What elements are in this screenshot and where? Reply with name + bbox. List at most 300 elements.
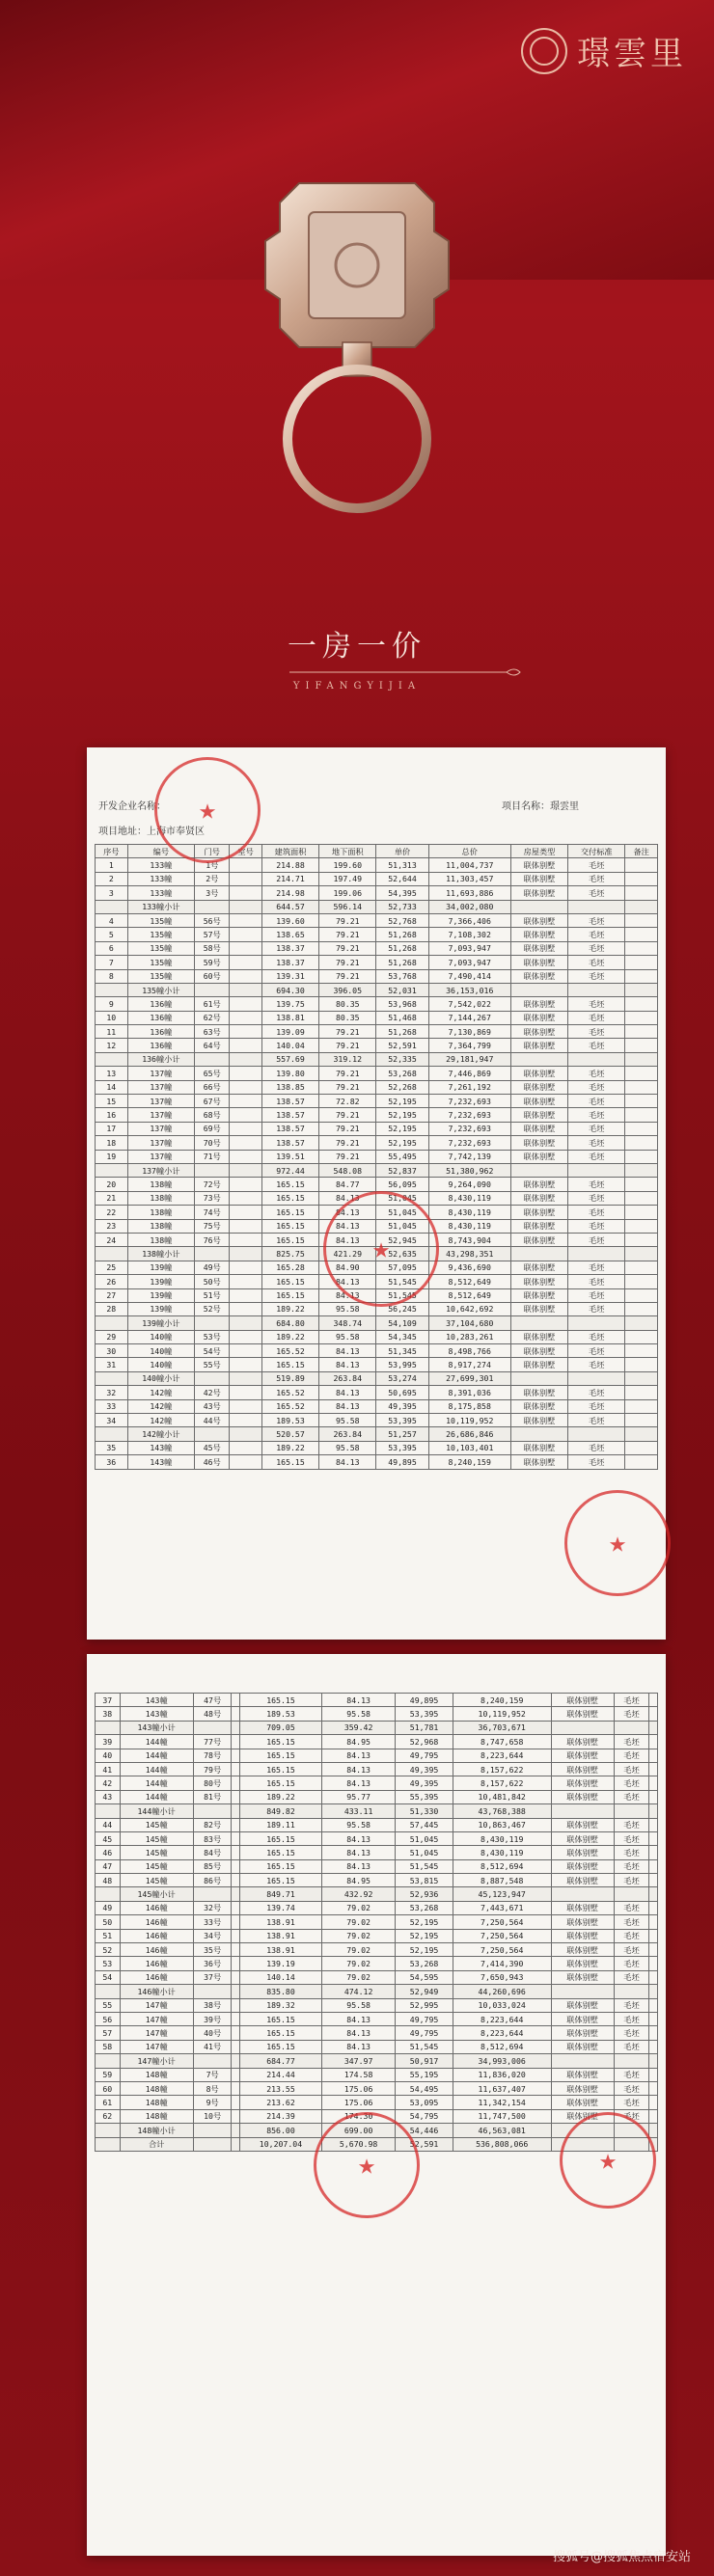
table-cell: 84.13 <box>319 1399 376 1413</box>
table-cell <box>230 1414 262 1427</box>
price-table-1 <box>95 844 658 1470</box>
table-cell: 135幢小计 <box>127 983 195 996</box>
table-cell: 146幢 <box>120 1943 193 1957</box>
table-cell <box>96 2124 121 2137</box>
table-cell: 37,104,680 <box>428 1316 510 1330</box>
table-cell: 135幢 <box>127 941 195 955</box>
table-cell: 37 <box>96 1694 121 1707</box>
table-cell: 84.13 <box>321 1776 395 1790</box>
table-cell: 33 <box>96 1399 128 1413</box>
table-cell: 189.22 <box>240 1790 322 1803</box>
table-cell: 毛坯 <box>568 1108 625 1122</box>
table-cell: 36 <box>96 1455 128 1469</box>
table-cell: 8 <box>96 969 128 983</box>
table-cell: 135幢 <box>127 956 195 969</box>
table-cell: 8,240,159 <box>453 1694 551 1707</box>
table-cell <box>96 1887 121 1901</box>
subtotal-row <box>96 1985 658 1998</box>
table-cell: 53 <box>96 1957 121 1970</box>
table-cell: 10,103,401 <box>428 1441 510 1454</box>
table-cell: 175.06 <box>321 2096 395 2109</box>
table-cell <box>96 1052 128 1066</box>
table-cell: 48 <box>96 1874 121 1887</box>
table-cell: 53,395 <box>396 1707 453 1721</box>
table-cell: 联体别墅 <box>510 1358 567 1371</box>
table-cell: 95.58 <box>321 1818 395 1831</box>
table-cell <box>232 1915 240 1929</box>
table-cell: 139.51 <box>261 1150 318 1163</box>
table-cell <box>230 886 262 900</box>
table-cell: 毛坯 <box>568 872 625 885</box>
brand-emblem-icon <box>521 28 567 74</box>
table-cell: 433.11 <box>321 1804 395 1818</box>
table-cell: 7,144,267 <box>428 1011 510 1024</box>
table-cell: 毛坯 <box>614 1694 649 1707</box>
table-cell <box>230 1150 262 1163</box>
table-cell: 8,391,036 <box>428 1386 510 1399</box>
table-cell <box>649 1762 658 1776</box>
table-cell: 84.90 <box>319 1261 376 1274</box>
table-cell: 毛坯 <box>614 1707 649 1721</box>
table-cell <box>625 956 658 969</box>
table-row <box>96 1150 658 1163</box>
table-cell: 138.57 <box>261 1095 318 1108</box>
table-cell: 51,045 <box>396 1831 453 1845</box>
table-cell: 214.39 <box>240 2109 322 2123</box>
table-cell: 联体别墅 <box>551 1735 614 1749</box>
table-cell: 189.53 <box>261 1414 318 1427</box>
table-cell: 52,031 <box>376 983 428 996</box>
table-cell: 214.44 <box>240 2068 322 2081</box>
table-cell <box>625 1386 658 1399</box>
table-cell: 2 <box>96 872 128 885</box>
price-list-sheet-1 <box>87 747 666 1640</box>
table-cell: 49,795 <box>396 2026 453 2040</box>
table-cell <box>649 2012 658 2025</box>
table-cell: 165.52 <box>261 1399 318 1413</box>
table-cell: 53,268 <box>376 1067 428 1080</box>
table-row <box>96 1998 658 2012</box>
table-cell <box>96 2054 121 2068</box>
table-cell: 联体别墅 <box>551 2040 614 2053</box>
table-cell <box>195 1371 230 1385</box>
table-cell: 347.97 <box>321 2054 395 2068</box>
table-cell <box>625 1441 658 1454</box>
table-cell: 174.30 <box>321 2109 395 2123</box>
table-cell: 51号 <box>195 1288 230 1302</box>
table-cell: 10,119,952 <box>428 1414 510 1427</box>
table-cell: 53,274 <box>376 1371 428 1385</box>
table-cell: 7,093,947 <box>428 941 510 955</box>
table-cell: 137幢 <box>127 1150 195 1163</box>
table-row <box>96 1136 658 1150</box>
table-cell <box>232 1859 240 1873</box>
table-cell: 52,591 <box>376 1039 428 1052</box>
table-cell: 联体别墅 <box>510 1441 567 1454</box>
table-cell <box>232 1887 240 1901</box>
table-cell: 34 <box>96 1414 128 1427</box>
table-cell: 84.13 <box>321 1762 395 1776</box>
table-cell: 8,157,622 <box>453 1762 551 1776</box>
table-cell: 165.15 <box>240 1735 322 1749</box>
table-cell: 79.21 <box>319 956 376 969</box>
table-cell: 140.14 <box>240 1970 322 1984</box>
table-cell: 79.21 <box>319 1150 376 1163</box>
table-cell: 47 <box>96 1859 121 1873</box>
table-cell: 84.13 <box>319 1219 376 1233</box>
table-cell: 165.52 <box>261 1386 318 1399</box>
table-cell: 684.80 <box>261 1316 318 1330</box>
table-cell: 51,345 <box>376 1344 428 1358</box>
table-cell <box>230 872 262 885</box>
table-cell: 76号 <box>195 1233 230 1246</box>
table-cell: 59 <box>96 2068 121 2081</box>
price-table-2 <box>95 1693 658 2152</box>
table-cell: 联体别墅 <box>510 858 567 872</box>
table-cell: 联体别墅 <box>510 1386 567 1399</box>
table-cell: 49,895 <box>396 1694 453 1707</box>
table-cell: 32 <box>96 1386 128 1399</box>
table-cell <box>96 1721 121 1734</box>
table-cell <box>230 1206 262 1219</box>
table-cell: 联体别墅 <box>551 1762 614 1776</box>
table-cell <box>568 1052 625 1066</box>
table-cell: 38 <box>96 1707 121 1721</box>
table-cell <box>230 1163 262 1177</box>
table-cell: 138幢 <box>127 1206 195 1219</box>
table-cell: 145幢 <box>120 1846 193 1859</box>
table-cell: 165.15 <box>261 1219 318 1233</box>
table-cell: 7,446,869 <box>428 1067 510 1080</box>
table-row <box>96 1080 658 1094</box>
table-cell: 263.84 <box>319 1427 376 1441</box>
table-cell: 毛坯 <box>614 1831 649 1845</box>
table-cell <box>568 1163 625 1177</box>
table-cell: 联体别墅 <box>510 1108 567 1122</box>
table-cell <box>625 1233 658 1246</box>
table-cell: 7,414,390 <box>453 1957 551 1970</box>
table-cell: 53,395 <box>376 1414 428 1427</box>
table-cell: 84.13 <box>319 1275 376 1288</box>
table-cell <box>625 1316 658 1330</box>
table-cell <box>230 1371 262 1385</box>
table-cell: 联体别墅 <box>551 1943 614 1957</box>
table-cell <box>232 2081 240 2095</box>
table-cell: 165.15 <box>261 1178 318 1191</box>
table-cell: 27 <box>96 1288 128 1302</box>
table-cell <box>232 2026 240 2040</box>
table-cell <box>230 1399 262 1413</box>
table-cell: 49,795 <box>396 1749 453 1762</box>
table-cell: 52,995 <box>396 1998 453 2012</box>
table-cell <box>232 1998 240 2012</box>
table-cell: 毛坯 <box>568 941 625 955</box>
table-cell: 144幢 <box>120 1735 193 1749</box>
table-cell: 联体别墅 <box>510 941 567 955</box>
table-cell: 51,781 <box>396 1721 453 1734</box>
table-cell: 139.09 <box>261 1025 318 1039</box>
table-cell <box>649 2109 658 2123</box>
table-cell: 45,123,947 <box>453 1887 551 1901</box>
table-cell <box>230 1455 262 1469</box>
table-cell: 10,863,467 <box>453 1818 551 1831</box>
table-cell: 联体别墅 <box>510 969 567 983</box>
table-row <box>96 2081 658 2095</box>
table-cell <box>568 983 625 996</box>
table-cell <box>232 1943 240 1957</box>
table-cell: 79.21 <box>319 928 376 941</box>
table-cell: 54 <box>96 1970 121 1984</box>
table-cell: 51,545 <box>396 1859 453 1873</box>
table-cell: 毛坯 <box>568 1441 625 1454</box>
table-cell: 联体别墅 <box>510 1288 567 1302</box>
table-cell: 毛坯 <box>614 1776 649 1790</box>
table-cell: 165.15 <box>240 2040 322 2053</box>
table-cell: 54,345 <box>376 1330 428 1343</box>
table-cell: 15 <box>96 1095 128 1108</box>
table-cell: 11,836,020 <box>453 2068 551 2081</box>
table-cell: 联体别墅 <box>510 1261 567 1274</box>
table-cell: 8,240,159 <box>428 1455 510 1469</box>
table-cell: 8,512,694 <box>453 1859 551 1873</box>
table-cell: 8,430,119 <box>428 1191 510 1205</box>
table-cell <box>230 1316 262 1330</box>
table-cell: 79.21 <box>319 941 376 955</box>
table-cell: 142幢 <box>127 1399 195 1413</box>
table-cell: 62 <box>96 2109 121 2123</box>
table-cell <box>649 1694 658 1707</box>
table-cell: 10,033,024 <box>453 1998 551 2012</box>
table-cell <box>193 1887 232 1901</box>
table-cell: 毛坯 <box>568 1261 625 1274</box>
table-cell: 13 <box>96 1067 128 1080</box>
table-cell: 60号 <box>195 969 230 983</box>
table-cell <box>568 1427 625 1441</box>
table-cell: 145幢 <box>120 1874 193 1887</box>
table-cell <box>625 1163 658 1177</box>
table-cell: 7,364,799 <box>428 1039 510 1052</box>
table-cell: 199.06 <box>319 886 376 900</box>
official-seal: ★ <box>560 2112 656 2209</box>
table-cell: 79.21 <box>319 1122 376 1135</box>
subtotal-row <box>96 1887 658 1901</box>
table-cell: 137幢 <box>127 1122 195 1135</box>
table-cell: 68号 <box>195 1108 230 1122</box>
table-cell: 毛坯 <box>568 1191 625 1205</box>
table-cell <box>614 1985 649 1998</box>
table-cell: 165.15 <box>261 1288 318 1302</box>
table-cell <box>649 1874 658 1887</box>
table-cell: 52,837 <box>376 1163 428 1177</box>
table-cell: 137幢 <box>127 1108 195 1122</box>
table-cell: 9 <box>96 997 128 1011</box>
table-cell: 79.02 <box>321 1943 395 1957</box>
table-cell <box>625 1025 658 1039</box>
table-cell: 52,733 <box>376 900 428 913</box>
table-row <box>96 1455 658 1469</box>
table-cell: 联体别墅 <box>551 2109 614 2123</box>
table-cell: 毛坯 <box>614 1846 649 1859</box>
table-cell: 联体别墅 <box>510 1399 567 1413</box>
table-cell: 毛坯 <box>568 1206 625 1219</box>
table-cell: 84.13 <box>321 1846 395 1859</box>
table-cell: 联体别墅 <box>510 872 567 885</box>
table-cell: 189.22 <box>261 1330 318 1343</box>
table-cell <box>510 1371 567 1385</box>
project-label-text: 项目名称： <box>502 801 550 812</box>
table-cell <box>614 2054 649 2068</box>
table-row <box>96 1735 658 1749</box>
table-cell: 147幢 <box>120 2012 193 2025</box>
table-cell: 46 <box>96 1846 121 1859</box>
table-cell: 51,468 <box>376 1011 428 1024</box>
table-cell: 46,563,081 <box>453 2124 551 2137</box>
table-cell: 57号 <box>195 928 230 941</box>
table-cell: 79.21 <box>319 1025 376 1039</box>
table-cell: 84.13 <box>319 1386 376 1399</box>
table-cell: 8,223,644 <box>453 2012 551 2025</box>
table-cell: 144幢 <box>120 1749 193 1762</box>
table-cell <box>232 2109 240 2123</box>
table-cell: 联体别墅 <box>551 1776 614 1790</box>
table-cell: 58 <box>96 2040 121 2053</box>
table-cell: 65号 <box>195 1067 230 1080</box>
table-row <box>96 1108 658 1122</box>
table-cell: 84.13 <box>319 1344 376 1358</box>
table-cell <box>649 1831 658 1845</box>
table-cell: 95.58 <box>319 1414 376 1427</box>
table-cell: 毛坯 <box>568 1386 625 1399</box>
table-cell <box>625 1052 658 1066</box>
table-cell: 139幢 <box>127 1288 195 1302</box>
table-cell <box>230 1052 262 1066</box>
table-cell: 136幢 <box>127 1011 195 1024</box>
table-row <box>96 1178 658 1191</box>
table-row <box>96 1762 658 1776</box>
table-cell: 毛坯 <box>614 1790 649 1803</box>
table-cell: 41 <box>96 1762 121 1776</box>
table-cell: 79.21 <box>319 1067 376 1080</box>
table-cell: 8,512,694 <box>453 2040 551 2053</box>
table-cell <box>625 1108 658 1122</box>
table-cell: 毛坯 <box>568 1039 625 1052</box>
table-cell <box>649 2026 658 2040</box>
table-cell: 毛坯 <box>568 1067 625 1080</box>
table-cell <box>193 2137 232 2151</box>
table-cell: 85号 <box>193 1859 232 1873</box>
table-cell <box>232 1707 240 1721</box>
table-cell <box>232 2012 240 2025</box>
table-cell: 84.13 <box>321 2040 395 2053</box>
table-cell: 58号 <box>195 941 230 955</box>
table-cell: 148幢小计 <box>120 2124 193 2137</box>
table-cell: 7,130,869 <box>428 1025 510 1039</box>
table-cell: 32号 <box>193 1901 232 1914</box>
table-cell: 147幢小计 <box>120 2054 193 2068</box>
table-cell: 148幢 <box>120 2109 193 2123</box>
table-cell: 139幢小计 <box>127 1316 195 1330</box>
table-cell: 59号 <box>195 956 230 969</box>
table-cell <box>625 1275 658 1288</box>
table-cell: 79.02 <box>321 1901 395 1914</box>
table-cell: 146幢 <box>120 1970 193 1984</box>
table-cell: 8,512,649 <box>428 1275 510 1288</box>
table-cell: 12 <box>96 1039 128 1052</box>
table-cell: 51,268 <box>376 941 428 955</box>
table-cell: 84.13 <box>321 2026 395 2040</box>
table-row <box>96 1846 658 1859</box>
table-cell: 毛坯 <box>568 1358 625 1371</box>
table-cell: 825.75 <box>261 1247 318 1261</box>
table-cell <box>649 2054 658 2068</box>
table-cell <box>232 1874 240 1887</box>
column-header: 交付标准 <box>568 845 625 858</box>
table-cell: 53,815 <box>396 1874 453 1887</box>
table-cell: 7,250,564 <box>453 1929 551 1942</box>
table-cell: 75号 <box>195 1219 230 1233</box>
table-cell: 95.77 <box>321 1790 395 1803</box>
table-cell <box>230 1233 262 1246</box>
table-cell <box>625 1427 658 1441</box>
table-cell: 52,195 <box>376 1095 428 1108</box>
table-cell: 9,264,090 <box>428 1178 510 1191</box>
table-row <box>96 1859 658 1873</box>
table-cell: 52,945 <box>376 1233 428 1246</box>
table-cell: 55号 <box>195 1358 230 1371</box>
table-cell: 43号 <box>195 1399 230 1413</box>
table-cell <box>649 1749 658 1762</box>
table-cell: 139幢 <box>127 1302 195 1315</box>
table-cell: 33号 <box>193 1915 232 1929</box>
table-cell: 联体别墅 <box>551 1818 614 1831</box>
table-cell <box>232 1694 240 1707</box>
table-cell: 毛坯 <box>614 2096 649 2109</box>
table-cell: 137幢 <box>127 1095 195 1108</box>
table-cell <box>551 1985 614 1998</box>
table-cell: 7 <box>96 956 128 969</box>
table-cell: 138幢小计 <box>127 1247 195 1261</box>
table-cell: 136幢 <box>127 1025 195 1039</box>
table-cell <box>625 1344 658 1358</box>
table-cell <box>625 997 658 1011</box>
table-cell: 138.81 <box>261 1011 318 1024</box>
table-cell: 39 <box>96 1735 121 1749</box>
table-cell: 53,768 <box>376 969 428 983</box>
table-cell: 55,395 <box>396 1790 453 1803</box>
table-cell: 84.13 <box>321 1831 395 1845</box>
table-cell <box>649 1804 658 1818</box>
table-cell: 毛坯 <box>568 1025 625 1039</box>
section-subtitle: YIFANGYIJIA <box>292 681 422 691</box>
table-cell <box>230 1095 262 1108</box>
table-cell: 46号 <box>195 1455 230 1469</box>
table-cell: 8,512,649 <box>428 1288 510 1302</box>
table-cell: 11 <box>96 1025 128 1039</box>
table-cell: 56,245 <box>376 1302 428 1315</box>
table-cell: 144幢 <box>120 1762 193 1776</box>
table-row <box>96 2040 658 2053</box>
table-cell: 联体别墅 <box>551 2026 614 2040</box>
table-cell: 51,045 <box>376 1206 428 1219</box>
table-cell: 毛坯 <box>568 1233 625 1246</box>
table-cell: 147幢 <box>120 2026 193 2040</box>
table-cell: 7,542,022 <box>428 997 510 1011</box>
table-cell <box>96 900 128 913</box>
table-cell: 139.19 <box>240 1957 322 1970</box>
table-cell: 138幢 <box>127 1233 195 1246</box>
table-cell <box>232 1846 240 1859</box>
table-cell: 毛坯 <box>614 1970 649 1984</box>
